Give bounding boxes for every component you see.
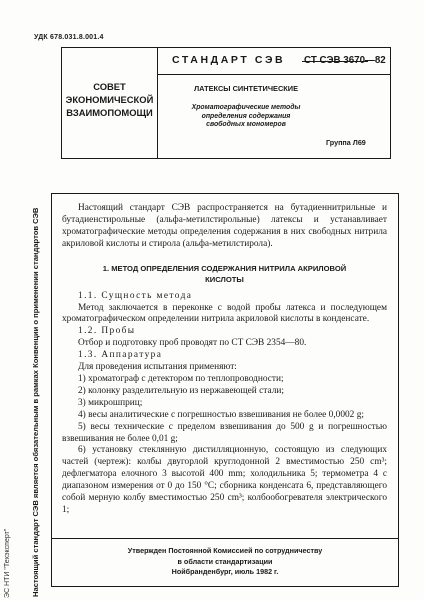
list-item: 2) колонку разделительную из нержавеющей стали; [78,385,284,396]
organization-line: СОВЕТ [93,81,126,92]
standard-header [61,47,391,159]
approval-line: в области стандартизации [177,556,273,566]
subtitle-line: свободных мономеров [206,121,286,129]
subsection-heading: 1.3. Аппаратура [78,350,163,361]
subsection-heading: 1.2. Пробы [78,326,136,337]
subtitle-line: Хроматографические методы [191,104,301,111]
section-heading [62,263,387,285]
footer-divider [52,538,398,539]
subtitle-line: определения содержания [201,112,291,120]
side-note-text: Настоящий стандарт СЭВ является обязательным в рамках Конвенции о применении стандартов СЭВ [31,207,40,597]
standard-subtitle [166,104,326,130]
header-divider-horizontal [157,74,390,75]
body-text [62,203,387,517]
approval-line: Нойбранденбург, июль 1982 г. [171,567,279,576]
list-item: 5) весы технические с пределом взвешивания до 500 g и погрешностью взвешивания не более 0,01 g; [62,421,387,444]
paragraph: Для проведения испытания применяют: [78,362,237,373]
copyright-text: ЭС НТИ "Техэксперт" [4,528,11,598]
organization-line: ВЗАИМОПОМОЩИ [66,107,153,118]
list-item: 6) установку стеклянную дистилляционную, состоящую из следующих частей (чертеж): колбы двугорлой круглодонной 2 вместимостью 250 cm³; дефлегматора елочного 3 высотой 400 mm; холодильника 5; термометра 4 с диапазоном измерения от 0 до 150 °C; сборника конденсата 6, представляющего собой мерную колбу вместимостью 250 cm³; колбообогревателя электрического 1; [62,445,387,515]
section-heading-line: 1. МЕТОД ОПРЕДЕЛЕНИЯ СОДЕРЖАНИЯ НИТРИЛА АКРИЛОВОЙ [102,263,347,273]
standard-label: СТАНДАРТ СЭВ [172,54,286,66]
list-item: 4) весы аналитические с погрешностью взвешивания не более 0,0002 g; [78,409,364,420]
standard-number: СТ СЭВ 3670—82 [304,55,386,66]
approval-note [52,546,398,578]
section-heading-line: КИСЛОТЫ [205,274,244,284]
organization-name [62,80,157,119]
list-item: 3) микрошприц; [78,397,143,408]
approval-line: Утвержден Постоянной Комиссией по сотрудничеству [127,546,323,555]
standard-topic: ЛАТЕКСЫ СИНТЕТИЧЕСКИЕ [193,84,299,93]
udk-code: УДК 678.031.8.001.4 [34,34,104,41]
header-divider-vertical [157,48,158,158]
intro-paragraph: Настоящий стандарт СЭВ распространяется на бутадиеннитрильные и бутадиенстирольные (альфа-метилстирольные) латексы и устанавливает хроматографические методы определения содержания в них свободных нитрила акриловой кислоты и стирола (альфа-метилстирола). [62,203,387,249]
copyright-note [3,516,15,598]
organization-line: ЭКОНОМИЧЕСКОЙ [65,94,154,105]
list-item: 1) хроматограф с детектором по теплопроводности; [78,373,284,384]
side-note [29,62,43,597]
document-body [51,193,399,587]
paragraph: Отбор и подготовку проб проводят по СТ СЭВ 2354—80. [78,338,307,349]
paragraph: Метод заключается в переконке с водой пробы латекса и последующем хроматографическом определении нитрила акриловой кислоты в конденсате. [62,302,387,325]
group-code: Группа Л69 [326,138,366,147]
subsection-heading: 1.1. Сущность метода [78,290,193,301]
